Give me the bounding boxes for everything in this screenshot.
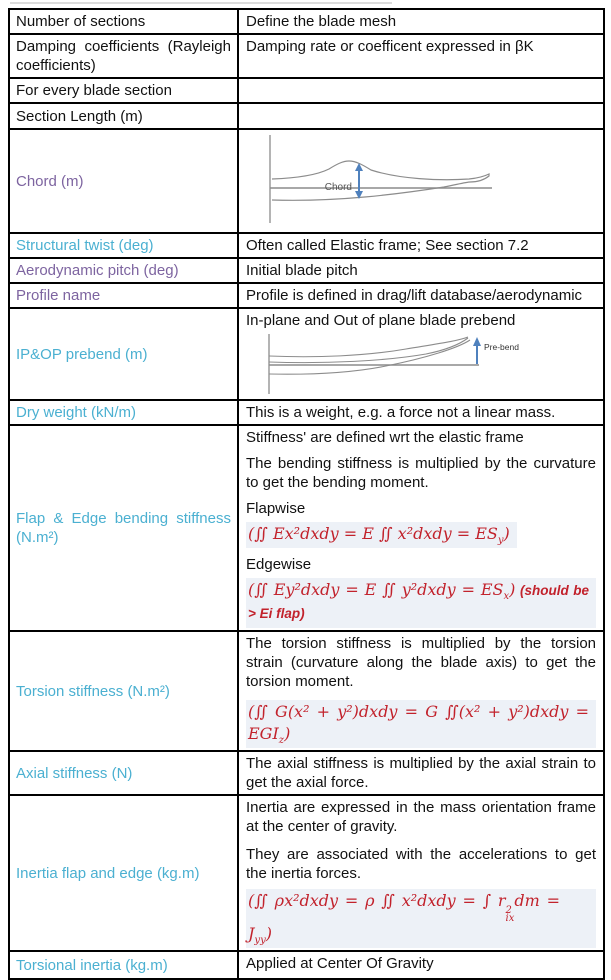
row-desc: Define the blade mesh <box>238 9 604 34</box>
row-label: Axial stiffness (N) <box>9 751 238 795</box>
flapwise-heading: Flapwise <box>246 500 306 517</box>
row-desc <box>238 795 604 951</box>
table-row-profile-name <box>9 283 604 308</box>
row-label: For every blade section <box>9 78 238 103</box>
edgewise-formula: (∬ Ey²dxdy = E ∬ y²dxdy = $ES_x$) (should be > Ei flap) <box>246 578 596 628</box>
table-row-number-of-sections <box>9 9 604 34</box>
row-desc: This is a weight, e.g. a force not a linear mass. <box>238 400 604 425</box>
table-row-damping-coefficients <box>9 34 604 78</box>
prebend-arrow-icon <box>473 337 481 364</box>
row-desc: Often called Elastic frame; See section 7.2 <box>238 233 604 258</box>
row-label: Structural twist (deg) <box>9 233 238 258</box>
inertia-formula: (∬ ρx²dxdy = ρ ∬ x²dxdy = ∫ r 2 ix dm = $J_{yy}$) <box>246 889 596 948</box>
blade-lower-outline <box>272 182 470 200</box>
table-row-inertia-flap-edge <box>9 795 604 951</box>
blade-upper-outline <box>272 161 489 182</box>
edgewise-formula-note: (should be > Ei flap) <box>248 583 590 621</box>
row-desc: Applied at Center Of Gravity <box>238 951 604 979</box>
row-desc: Damping rate or coefficent expressed in βK <box>238 34 604 78</box>
row-label: Profile name <box>9 283 238 308</box>
chord-diagram-cell <box>238 129 604 233</box>
row-label: Flap & Edge bending stiffness (N.m²) <box>9 425 238 631</box>
row-desc: Initial blade pitch <box>238 258 604 283</box>
table-row-axial-stiffness <box>9 751 604 795</box>
inertia-acceleration-note: They are associated with the accelerations to get the inertia forces. <box>246 846 596 882</box>
row-desc-empty <box>238 78 604 103</box>
torsion-formula: (∬ G(x² + y²)dxdy = G ∬(x² + y²)dxdy = $EGI_z$) <box>246 700 596 748</box>
table-row-for-every-blade-section <box>9 78 604 103</box>
prebend-diagram-label: Pre-bend <box>484 342 519 352</box>
row-label: Inertia flap and edge (kg.m) <box>9 795 238 951</box>
pasted-image-edge <box>248 129 497 131</box>
torsion-stiffness-note: The torsion stiffness is multiplied by the torsion strain (curvature along the blade axis) to get the torsion moment. <box>246 635 596 690</box>
row-label: Dry weight (kN/m) <box>9 400 238 425</box>
row-desc <box>238 425 604 631</box>
prebend-desc: In-plane and Out of plane blade prebend <box>246 312 516 329</box>
blade-mid-outline <box>269 338 468 363</box>
row-desc <box>238 631 604 751</box>
table-row-chord <box>9 129 604 233</box>
prebend-diagram-cell <box>238 308 604 400</box>
row-desc-empty <box>238 103 604 129</box>
chord-diagram <box>239 130 603 230</box>
table-row-section-length <box>9 103 604 129</box>
blade-upper-outline <box>269 337 468 357</box>
table-row-structural-twist <box>9 233 604 258</box>
table-row-dry-weight <box>9 400 604 425</box>
row-label: Chord (m) <box>9 129 238 233</box>
r-squared-ix: 2 ix <box>505 905 515 924</box>
prebend-diagram <box>246 332 598 396</box>
chord-diagram-label: Chord <box>324 182 352 193</box>
edgewise-heading: Edgewise <box>246 556 312 573</box>
flapwise-formula: (∬ Ex²dxdy = E ∬ x²dxdy = $ES_y$) <box>246 522 517 548</box>
table-row-torsion-stiffness <box>9 631 604 751</box>
row-desc: The axial stiffness is multiplied by the axial strain to get the axial force. <box>238 751 604 795</box>
row-desc: Profile is defined in drag/lift database/aerodynamic <box>238 283 604 308</box>
row-label: Section Length (m) <box>9 103 238 129</box>
chord-arrow-icon <box>355 163 363 199</box>
table-row-torsional-inertia <box>9 951 604 979</box>
row-label: Number of sections <box>9 9 238 34</box>
row-label: Torsional inertia (kg.m) <box>9 951 238 979</box>
bending-stiffness-note: The bending stiffness is multiplied by the curvature to get the bending moment. <box>246 455 596 491</box>
row-label: Damping coefficients (Rayleigh coefficients) <box>9 34 238 78</box>
table-row-prebend <box>9 308 604 400</box>
table-row-flap-edge-bending-stiffness <box>9 425 604 631</box>
row-label: IP&OP prebend (m) <box>9 308 238 400</box>
row-label: Aerodynamic pitch (deg) <box>9 258 238 283</box>
stiffness-frame-note: Stiffness' are defined wrt the elastic frame <box>246 429 524 446</box>
table-row-aerodynamic-pitch <box>9 258 604 283</box>
scan-artifact-line <box>10 2 392 4</box>
blade-parameters-table <box>8 8 605 980</box>
row-label: Torsion stiffness (N.m²) <box>9 631 238 751</box>
inertia-frame-note: Inertia are expressed in the mass orientation frame at the center of gravity. <box>246 799 596 835</box>
